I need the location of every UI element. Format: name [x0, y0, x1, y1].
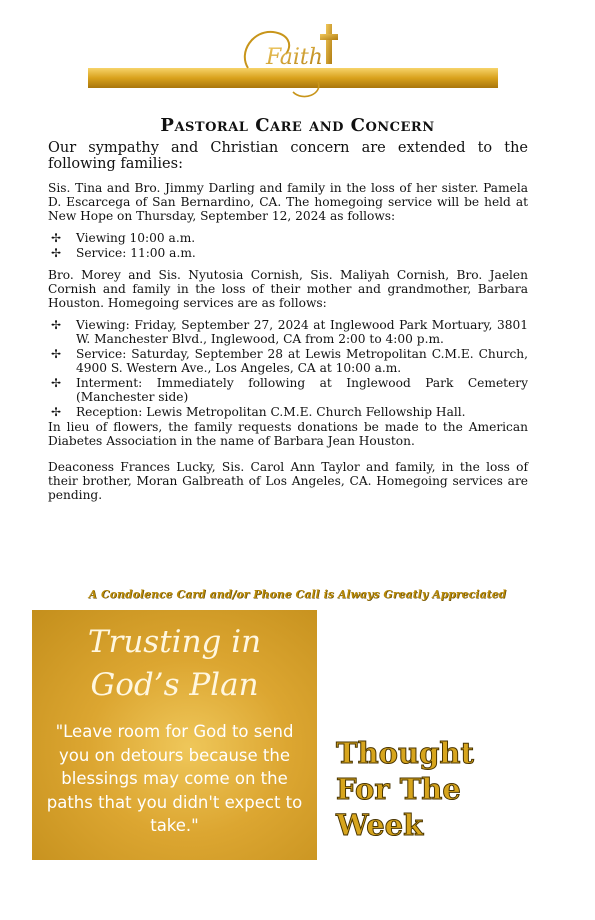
- faith-logo: [88, 22, 498, 100]
- faith-word: Faith: [266, 45, 323, 70]
- family1-text: Sis. Tina and Bro. Jimmy Darling and family in the loss of her sister. Pamela D. Escarcega of San Bernardino, CA. The homegoing service will be held at New Hope on Thursday, September 12, 2024 as follows:: [48, 181, 528, 223]
- family2-text: Bro. Morey and Sis. Nyutosia Cornish, Sis. Maliyah Cornish, Bro. Jaelen Cornish and family in the loss of their mother and grandmother, Barbara Houston. Homegoing services are as follows:: [48, 268, 528, 310]
- family3-text: Deaconess Frances Lucky, Sis. Carol Ann Taylor and family, in the loss of their brother, Moran Galbreath of Los Angeles, CA. Homegoing services are pending.: [48, 460, 528, 502]
- trusting-card-image: [32, 610, 317, 860]
- card-heading-line1: Trusting in: [87, 624, 262, 660]
- list-item: ✢ Viewing 10:00 a.m.: [51, 231, 196, 245]
- condolence-banner: A Condolence Card and/or Phone Call is Always Greatly Appreciated: [88, 588, 507, 601]
- faith-cross-icon: [88, 22, 498, 100]
- intro-text: Our sympathy and Christian concern are extended to the following families:: [48, 140, 528, 172]
- star-bullet-icon: ✢: [51, 347, 62, 361]
- star-bullet-icon: ✢: [51, 246, 62, 260]
- list-item: ✢ Service: 11:00 a.m.: [51, 246, 196, 260]
- card-quote: "Leave room for God to send you on detours because the blessings may come on the paths that you didn't expect to take.": [46, 722, 303, 835]
- thought-line1: Thought: [336, 736, 474, 770]
- page-title: Pastoral Care and Concern: [160, 115, 435, 136]
- list-item: ✢ Viewing: Friday, September 27, 2024 at Inglewood Park Mortuary, 3801 W. Manchester Blvd., Inglewood, CA from 2:00 to 4:00 p.m.: [51, 318, 528, 346]
- thought-line3: Week: [336, 808, 424, 842]
- card-heading-line2: God’s Plan: [90, 667, 259, 703]
- list-item: ✢ Service: Saturday, September 28 at Lewis Metropolitan C.M.E. Church, 4900 S. Western Ave., Los Angeles, CA at 10:00 a.m.: [51, 347, 528, 375]
- thought-line2: For The: [336, 772, 461, 806]
- main-content: [48, 140, 528, 510]
- thought-for-the-week: [336, 735, 546, 843]
- family2-list: [48, 318, 528, 419]
- family2-note: In lieu of flowers, the family requests donations be made to the American Diabetes Association in the name of Barbara Jean Houston.: [48, 420, 528, 448]
- family1-list: [48, 231, 528, 260]
- star-bullet-icon: ✢: [51, 318, 62, 332]
- list-item: ✢ Reception: Lewis Metropolitan C.M.E. Church Fellowship Hall.: [51, 405, 466, 419]
- star-bullet-icon: ✢: [51, 376, 62, 390]
- list-item: ✢ Interment: Immediately following at Inglewood Park Cemetery (Manchester side): [51, 376, 528, 404]
- star-bullet-icon: ✢: [51, 405, 62, 419]
- star-bullet-icon: ✢: [51, 231, 62, 245]
